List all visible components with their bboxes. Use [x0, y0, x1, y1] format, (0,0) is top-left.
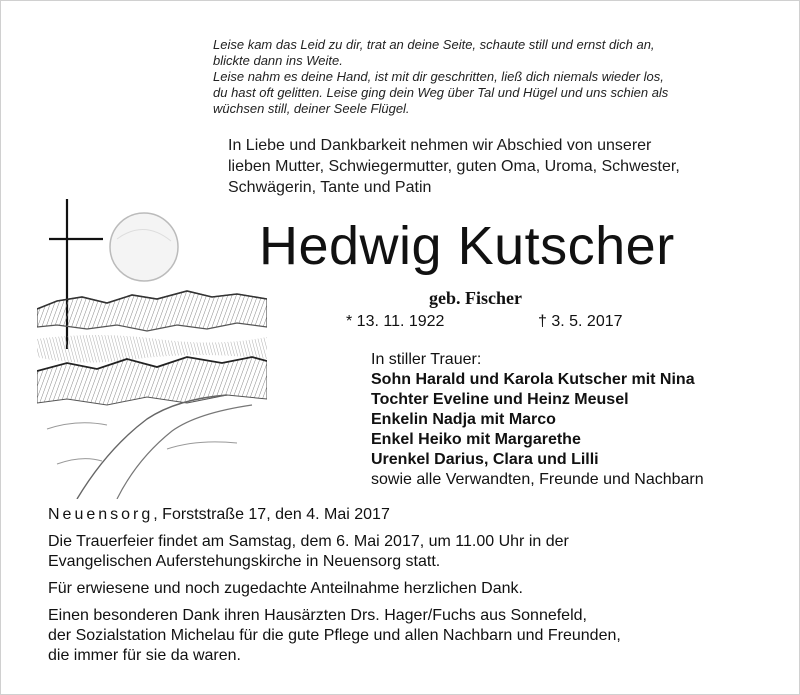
poem-line: du hast oft gelitten. Leise ging dein Weg über Tal und Hügel und uns schien als	[213, 85, 669, 100]
maiden-name: geb. Fischer	[429, 288, 522, 308]
intro-line: lieben Mutter, Schwiegermutter, guten Oma, Uroma, Schwester,	[228, 158, 680, 175]
mourner-name: Sohn Harald und Karola Kutscher mit Nina	[371, 371, 695, 388]
poem-line: Leise kam das Leid zu dir, trat an deine Seite, schaute still und ernst dich an,	[213, 37, 655, 52]
notice-details	[48, 505, 768, 666]
special-thanks-line: die immer für sie da waren.	[48, 647, 241, 664]
mourners-heading: In stiller Trauer:	[371, 351, 482, 368]
poem	[213, 37, 761, 117]
special-thanks-line: der Sozialstation Michelau für die gute Pflege und allen Nachbarn und Freunden,	[48, 627, 621, 644]
birth-date: * 13. 11. 1922	[346, 313, 445, 330]
special-thanks-line: Einen besonderen Dank ihren Hausärzten Drs. Hager/Fuchs aus Sonnefeld,	[48, 607, 587, 624]
mourner-name: Enkel Heiko mit Margarethe	[371, 431, 581, 448]
service-line: Die Trauerfeier findet am Samstag, dem 6. Mai 2017, um 11.00 Uhr in der	[48, 533, 569, 550]
thanks-line: Für erwiesene und noch zugedachte Anteilnahme herzlichen Dank.	[48, 580, 523, 597]
sun-icon	[110, 213, 178, 281]
poem-line: blickte dann ins Weite.	[213, 53, 343, 68]
landscape-drawing	[37, 199, 267, 499]
mourners-list	[371, 350, 704, 490]
poem-line: wüchsen still, deiner Seele Flügel.	[213, 101, 410, 116]
deceased-name: Hedwig Kutscher	[259, 216, 675, 276]
service-line: Evangelischen Auferstehungskirche in Neuensorg statt.	[48, 553, 441, 570]
poem-line: Leise nahm es deine Hand, ist mit dir geschritten, ließ dich niemals wieder los,	[213, 69, 664, 84]
location-address-date: , Forststraße 17, den 4. Mai 2017	[153, 506, 390, 523]
mourner-name: Enkelin Nadja mit Marco	[371, 411, 556, 428]
location-town: Neuensorg	[48, 506, 154, 523]
mourner-name: Tochter Eveline und Heinz Meusel	[371, 391, 629, 408]
mourners-closing: sowie alle Verwandten, Freunde und Nachbarn	[371, 471, 704, 488]
mourner-name: Urenkel Darius, Clara und Lilli	[371, 451, 599, 468]
intro-line: Schwägerin, Tante und Patin	[228, 179, 432, 196]
intro-text	[228, 135, 758, 198]
intro-line: In Liebe und Dankbarkeit nehmen wir Abschied von unserer	[228, 137, 652, 154]
death-date: † 3. 5. 2017	[538, 313, 623, 330]
location-line	[48, 505, 768, 525]
